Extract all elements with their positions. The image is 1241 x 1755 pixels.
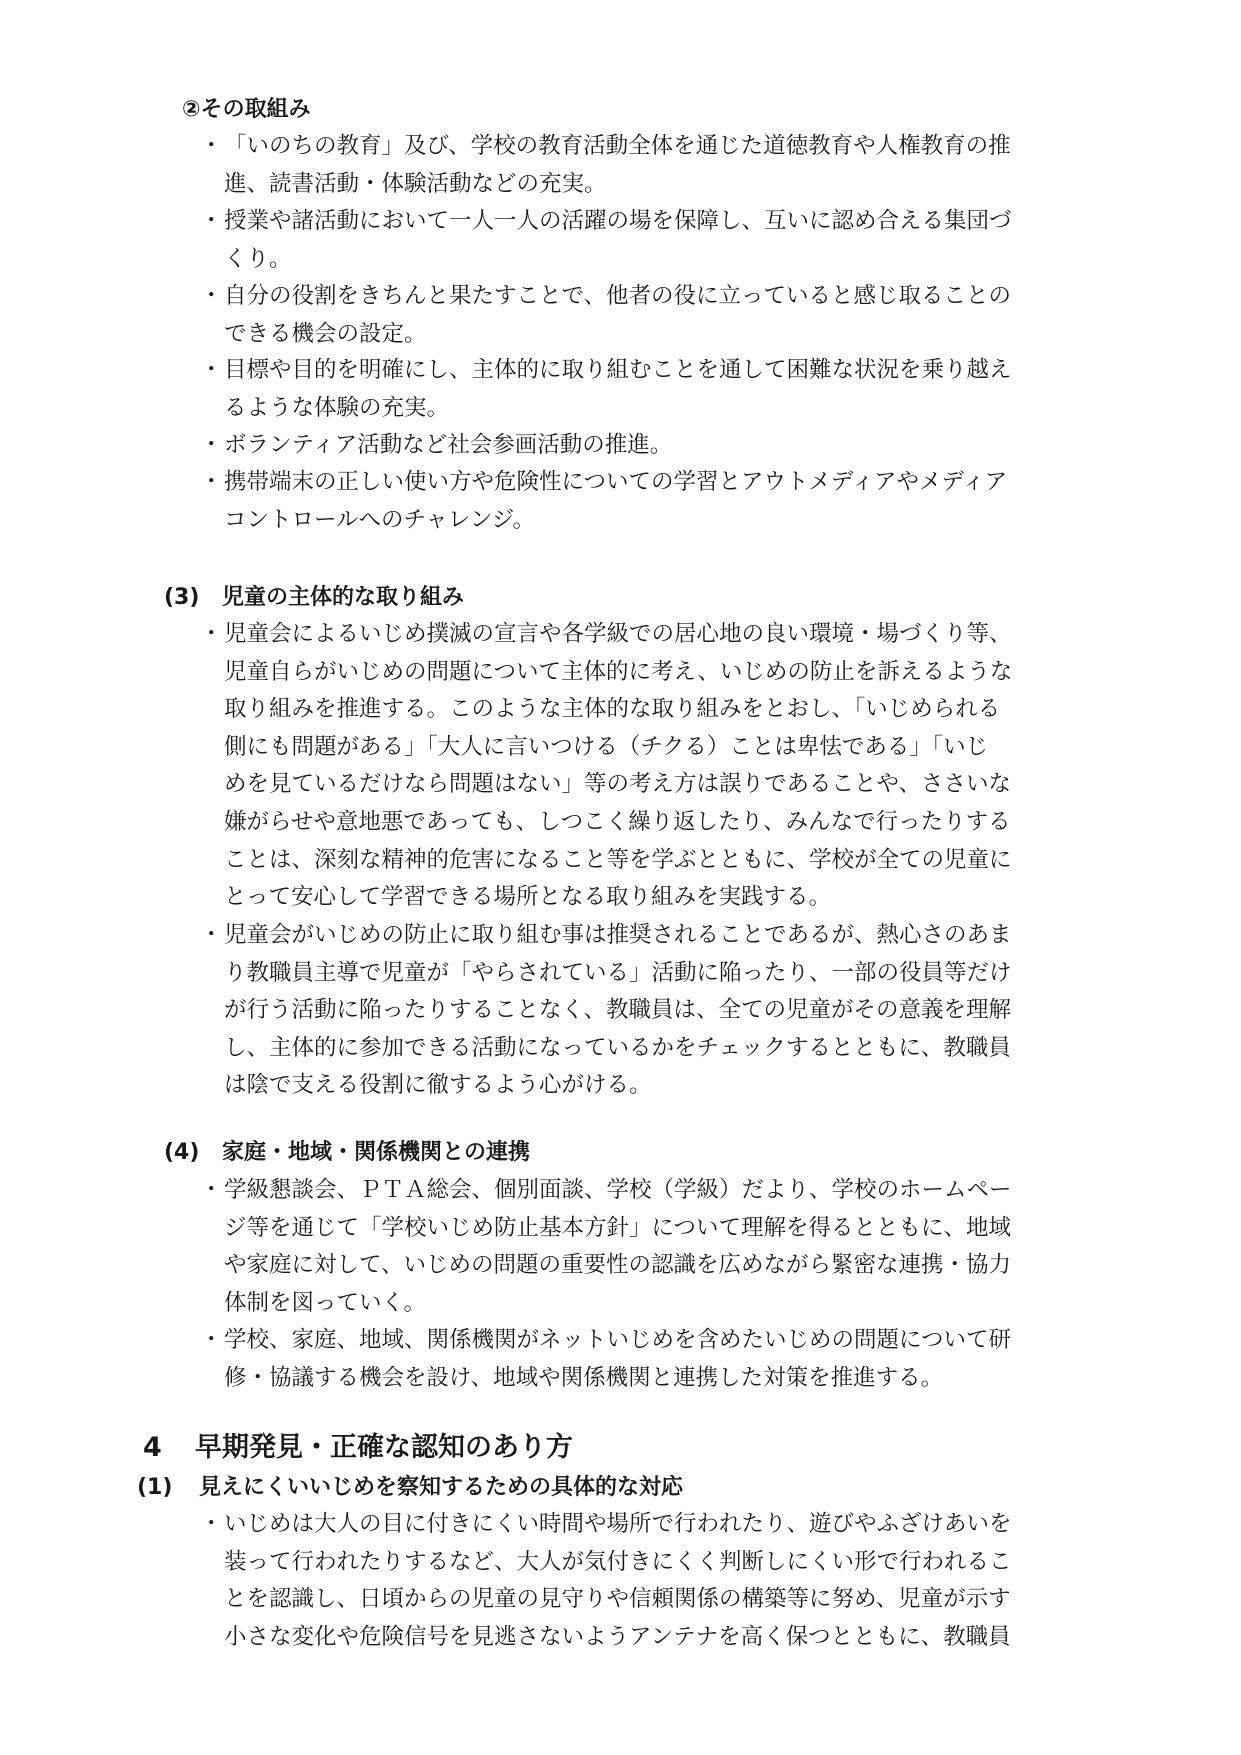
bullet-line: 授業や諸活動において一人一人の活躍の場を保障し、互いに認め合える集団づ xyxy=(224,208,1012,234)
bullet-mark: ・ xyxy=(200,432,223,458)
bullet-line: 修・協議する機会を設け、地域や関係機関と連携した対策を推進する。 xyxy=(224,1364,944,1391)
bullet-line: 側にも問題がある」「大人に言いつける（チクる）ことは卑怯である」「いじ xyxy=(224,733,989,760)
bullet-mark: ・ xyxy=(200,621,223,647)
bullet-line: るような体験の充実。 xyxy=(224,394,450,421)
bullet-line: ことは、深刻な精神的危害になること等を学ぶとともに、学校が全ての児童に xyxy=(224,846,1012,873)
section-heading-4-1 xyxy=(137,1470,683,1506)
bullet-item xyxy=(200,352,1012,427)
bullet-mark: ・ xyxy=(200,357,223,383)
bullet-item xyxy=(200,128,1011,203)
bullet-line: 学校、家庭、地域、関係機関がネットいじめを含めたいじめの問題について研 xyxy=(224,1327,1012,1353)
bullet-line: 自分の役割をきちんと果たすことで、他者の役に立っていると感じ取ることの xyxy=(224,283,1012,309)
heading-text: ②その取組み xyxy=(182,97,311,122)
bullet-line: が行う活動に陥ったりすることなく、教職員は、全ての児童がその意義を理解 xyxy=(224,997,1012,1024)
bullet-line: とを認識し、日頃からの児童の見守りや信頼関係の構築等に努め、児童が示す xyxy=(224,1586,1011,1613)
bullet-item xyxy=(200,1172,1012,1322)
bullet-line: 嫌がらせや意地悪であっても、しつこく繰り返したり、みんなで行ったりする xyxy=(224,808,1011,835)
bullet-line: ボランティア活動など社会参画活動の推進。 xyxy=(224,432,673,458)
section-heading-4 xyxy=(164,1135,530,1171)
chapter-heading-4 xyxy=(143,1428,573,1468)
section-heading-torikumi xyxy=(182,92,311,128)
bullet-item xyxy=(200,278,1012,353)
bullet-line: できる機会の設定。 xyxy=(224,320,427,347)
bullet-mark: ・ xyxy=(200,133,223,159)
section-heading-3 xyxy=(164,580,464,616)
bullet-line: くり。 xyxy=(224,245,292,272)
bullet-mark: ・ xyxy=(200,922,223,948)
bullet-item xyxy=(200,917,1012,1105)
bullet-line: 目標や目的を明確にし、主体的に取り組むことを通して困難な状況を乗り越え xyxy=(224,357,1012,383)
bullet-item xyxy=(200,203,1012,278)
bullet-item xyxy=(200,1506,1012,1656)
bullet-line: ジ等を通じて「学校いじめ防止基本方針」について理解を得るとともに、地域 xyxy=(224,1214,1012,1241)
bullet-line: コントロールへのチャレンジ。 xyxy=(224,506,535,533)
heading-number: (3) xyxy=(164,585,200,610)
heading-number: (1) xyxy=(137,1475,173,1500)
bullet-line: 「いのちの教育」及び、学校の教育活動全体を通じた道徳教育や人権教育の推 xyxy=(224,133,1011,159)
bullet-mark: ・ xyxy=(200,1327,223,1353)
bullet-mark: ・ xyxy=(200,1511,223,1537)
bullet-line: 児童自らがいじめの問題について主体的に考え、いじめの防止を訴えるような xyxy=(224,658,1013,685)
heading-number: (4) xyxy=(164,1140,200,1165)
bullet-mark: ・ xyxy=(200,283,223,309)
bullet-line: 児童会がいじめの防止に取り組む事は推奨されることであるが、熱心さのあま xyxy=(224,922,1012,948)
bullet-line: いじめは大人の目に付きにくい時間や場所で行われたり、遊びやふざけあいを xyxy=(224,1511,1012,1537)
bullet-line: めを見ているだけなら問題はない」等の考え方は誤りであることや、ささいな xyxy=(224,771,1012,798)
bullet-item xyxy=(200,1322,1012,1397)
bullet-item xyxy=(200,616,1013,917)
bullet-line: 小さな変化や危険信号を見逃さないようアンテナを高く保つとともに、教職員 xyxy=(224,1623,1011,1650)
bullet-line: 取り組みを推進する。このような主体的な取り組みをとおし、「いじめられる xyxy=(224,696,1001,723)
bullet-mark: ・ xyxy=(200,208,223,234)
bullet-item xyxy=(200,427,673,465)
bullet-line: 体制を図っていく。 xyxy=(224,1289,427,1316)
bullet-line: 学級懇談会、ＰＴＡ総会、個別面談、学校（学級）だより、学校のホームペー xyxy=(224,1177,1012,1203)
bullet-item xyxy=(200,464,1008,539)
bullet-line: 進、読書活動・体験活動などの充実。 xyxy=(224,170,607,197)
heading-text: 家庭・地域・関係機関との連携 xyxy=(222,1140,531,1165)
bullet-line: 装って行われたりするなど、大人が気付きにくく判断しにくい形で行われるこ xyxy=(224,1548,1012,1575)
bullet-mark: ・ xyxy=(200,1177,223,1203)
bullet-line: 児童会によるいじめ撲滅の宣言や各学級での居心地の良い環境・場づくり等、 xyxy=(224,621,1012,647)
bullet-line: し、主体的に参加できる活動になっているかをチェックするとともに、教職員 xyxy=(224,1034,1011,1061)
bullet-mark: ・ xyxy=(200,469,223,495)
heading-text: 見えにくいいじめを察知するための具体的な対応 xyxy=(199,1475,684,1500)
bullet-line: り教職員主導で児童が「やらされている」活動に陥ったり、一部の役員等だけ xyxy=(224,959,1012,986)
bullet-line: は陰で支える役割に徹するよう心がける。 xyxy=(224,1072,652,1099)
bullet-line: とって安心して学習できる場所となる取り組みを実践する。 xyxy=(224,884,832,911)
chapter-title: 早期発見・正確な認知のあり方 xyxy=(195,1432,573,1463)
heading-text: 児童の主体的な取り組み xyxy=(222,585,465,610)
bullet-line: 携帯端末の正しい使い方や危険性についての学習とアウトメディアやメディア xyxy=(224,469,1008,495)
chapter-number: 4 xyxy=(143,1432,162,1463)
bullet-line: や家庭に対して、いじめの問題の重要性の認識を広めながら緊密な連携・協力 xyxy=(224,1252,1012,1279)
